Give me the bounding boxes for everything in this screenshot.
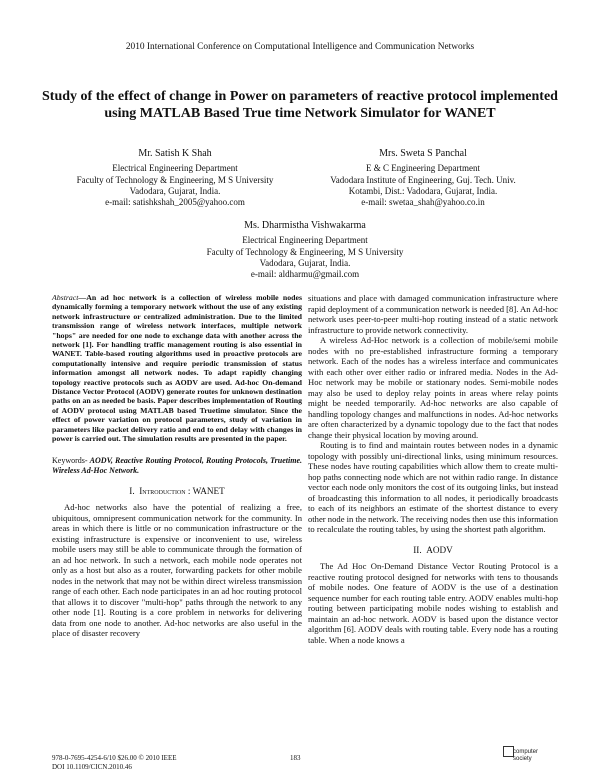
author-name: Mrs. Sweta S Panchal	[379, 148, 467, 159]
left-column	[52, 293, 302, 639]
body-paragraph: Routing is to find and maintain routes between nodes in a dynamic topology with possibly uni-directional links, using minimum resources. These nodes have routing capabilities which allow them to create multi-hop paths connecting node which are not within radio range. In distance vector each node only monitors the cost of its outgoing links, but instead of broadcasting this information to all nodes, it periodically broadcasts to each of its neighbors an estimate of the shortest distance to every other node in the network. The receiving nodes then use this information to recalculate the routing tables, by using the shortest path algorithm.	[308, 440, 558, 534]
section-title: Introduction : WANET	[139, 485, 225, 496]
abstract-text: —An ad hoc network is a collection of wireless mobile nodes dynamically forming a temporary network without the use of any existing network infrastructure or centralized administration. Due to the limited transmission range of wireless network interfaces, multiple network "hops" are needed for one node to exchange data with another across the network [1]. For handling traffic management routing is also essential in WANET. Table-based routing algorithms used in proactive protocols are computationally intensive and require periodic transmission of status information amongst all network nodes. To adapt rapidly changing topology reactive protocols such as AODV are used. Ad-hoc On-demand Distance Vector Protocol (AODV) generate routes for unknown destination paths on an as needed be basis. Paper describes implementation of Routing of AODV protocol using MATLAB based Truetime simulator. Since the effect of power variation on protocol parameters, study of variation in parameters like packet delivery ratio and end to end delay with changes in power is carried out. The simulation results are presented in the paper.	[52, 293, 302, 444]
computer-society-logo	[503, 746, 541, 770]
abstract	[52, 293, 302, 444]
author-name: Mr. Satish K Shah	[138, 148, 212, 159]
author-dept: Electrical Engineering Department	[112, 163, 238, 174]
aodv-paragraph: The Ad Hoc On-Demand Distance Vector Routing Protocol is a reactive routing protocol designed for networks with tens to thousands of mobile nodes. One feature of AODV is the use of a destination sequence number for each routing table entry. AODV enables multi-hop routing between participating mobile nodes wishing to establish and maintain an ad-hoc network. AODV is based upon the distance vector algorithm [6]. AODV deals with routing table. Every node has a routing table. When a node knows a	[308, 561, 558, 645]
author-dept: E & C Engineering Department	[366, 163, 480, 174]
title-line-2: using MATLAB Based True time Network Simulator for WANET	[104, 106, 496, 121]
paper-title	[30, 88, 570, 122]
logo-text	[513, 749, 538, 762]
logo-line-1: computer	[513, 749, 539, 755]
section-number: I.	[129, 485, 135, 496]
keywords	[52, 456, 302, 476]
author-email: e-mail: aldharmu@gmail.com	[250, 269, 360, 280]
intro-paragraph: Ad-hoc networks also have the potential of realizing a free, ubiquitous, omnipresent communication network for the community. In areas in which there is little or no communication infrastructure or the existing infrastructure is expensive or inconvenient to use, wireless mobile users may still be able to communicate through the formation of an ad hoc network. In such a network, each mobile node operates not only as a host but also as a router, forwarding packets for other mobile nodes in the network that may not be within direct wireless transmission range of each other. Each node participates in an ad hoc routing protocol that allows it to discover "multi-hop" paths through the network to any other node [1]. Routing is a core problem in networks for delivering data from one node to another. Ad-hoc networks are also useful in the place of disaster recovery	[52, 502, 302, 638]
conference-header: 2010 International Conference on Computational Intelligence and Communication Networks	[125, 42, 475, 52]
author-name: Ms. Dharmistha Vishwakarma	[244, 220, 366, 231]
section-title: AODV	[426, 544, 453, 555]
title-line-1: Study of the effect of change in Power on parameters of reactive protocol implemented	[42, 89, 558, 104]
author-block-2	[308, 148, 538, 208]
abstract-label: Abstract	[52, 293, 79, 302]
footer-doi: DOI 10.1109/CICN.2010.46	[52, 763, 132, 771]
page-number: 183	[290, 754, 301, 762]
author-dept: Electrical Engineering Department	[242, 235, 368, 246]
section-heading-aodv	[308, 545, 558, 556]
author-block-3	[180, 220, 430, 280]
body-paragraph: A wireless Ad-Hoc network is a collection of mobile/semi mobile nodes with no pre-established infrastructure forming a temporary network. Each of the nodes has a wireless interface and communicates with each other over either radio or infrared media. Nodes in the Ad-Hoc network may be mobile or stationary nodes. Semi-mobile nodes may also be used to deploy relay points in areas where relay points might be needed temporarily. Ad-hoc networks are also capable of handling topology changes and malfunctions in nodes. Ad-hoc networks are often characterized by a dynamic topology due to the fact that nodes change their physical location by moving around.	[308, 335, 558, 440]
right-column	[308, 293, 558, 645]
keywords-label: Keywords-	[52, 455, 88, 465]
author-block-1	[70, 148, 280, 208]
author-inst: Vadodara Institute of Engineering, Guj. Tech. Univ.	[330, 174, 516, 185]
section-number: II.	[413, 544, 422, 555]
author-email: e-mail: swetaa_shah@yahoo.co.in	[361, 197, 485, 208]
keywords-text: AODV, Reactive Routing Protocol, Routing Protocols, Truetime. Wireless Ad-Hoc Network.	[52, 455, 302, 475]
author-inst: Faculty of Technology & Engineering, M S University	[206, 246, 404, 257]
author-location: Vadodara, Gujarat, India.	[129, 185, 221, 196]
author-location: Kotambi, Dist.: Vadodara, Gujarat, India.	[348, 185, 498, 196]
author-inst: Faculty of Technology & Engineering, M S University	[76, 174, 274, 185]
section-heading-intro	[52, 486, 302, 497]
logo-line-2: society	[513, 755, 532, 762]
footer-copyright	[52, 754, 177, 772]
author-location: Vadodara, Gujarat, India.	[259, 257, 351, 268]
body-paragraph: situations and place with damaged communication infrastructure where rapid deployment of a communication network is needed [8]. An Ad-hoc network uses peer-to-peer multi-hop routing instead of a static network infrastructure to provide network connectivity.	[308, 293, 558, 335]
author-email: e-mail: satishkshah_2005@yahoo.com	[105, 197, 245, 208]
footer-isbn: 978-0-7695-4254-6/10 $26.00 © 2010 IEEE	[52, 754, 177, 762]
